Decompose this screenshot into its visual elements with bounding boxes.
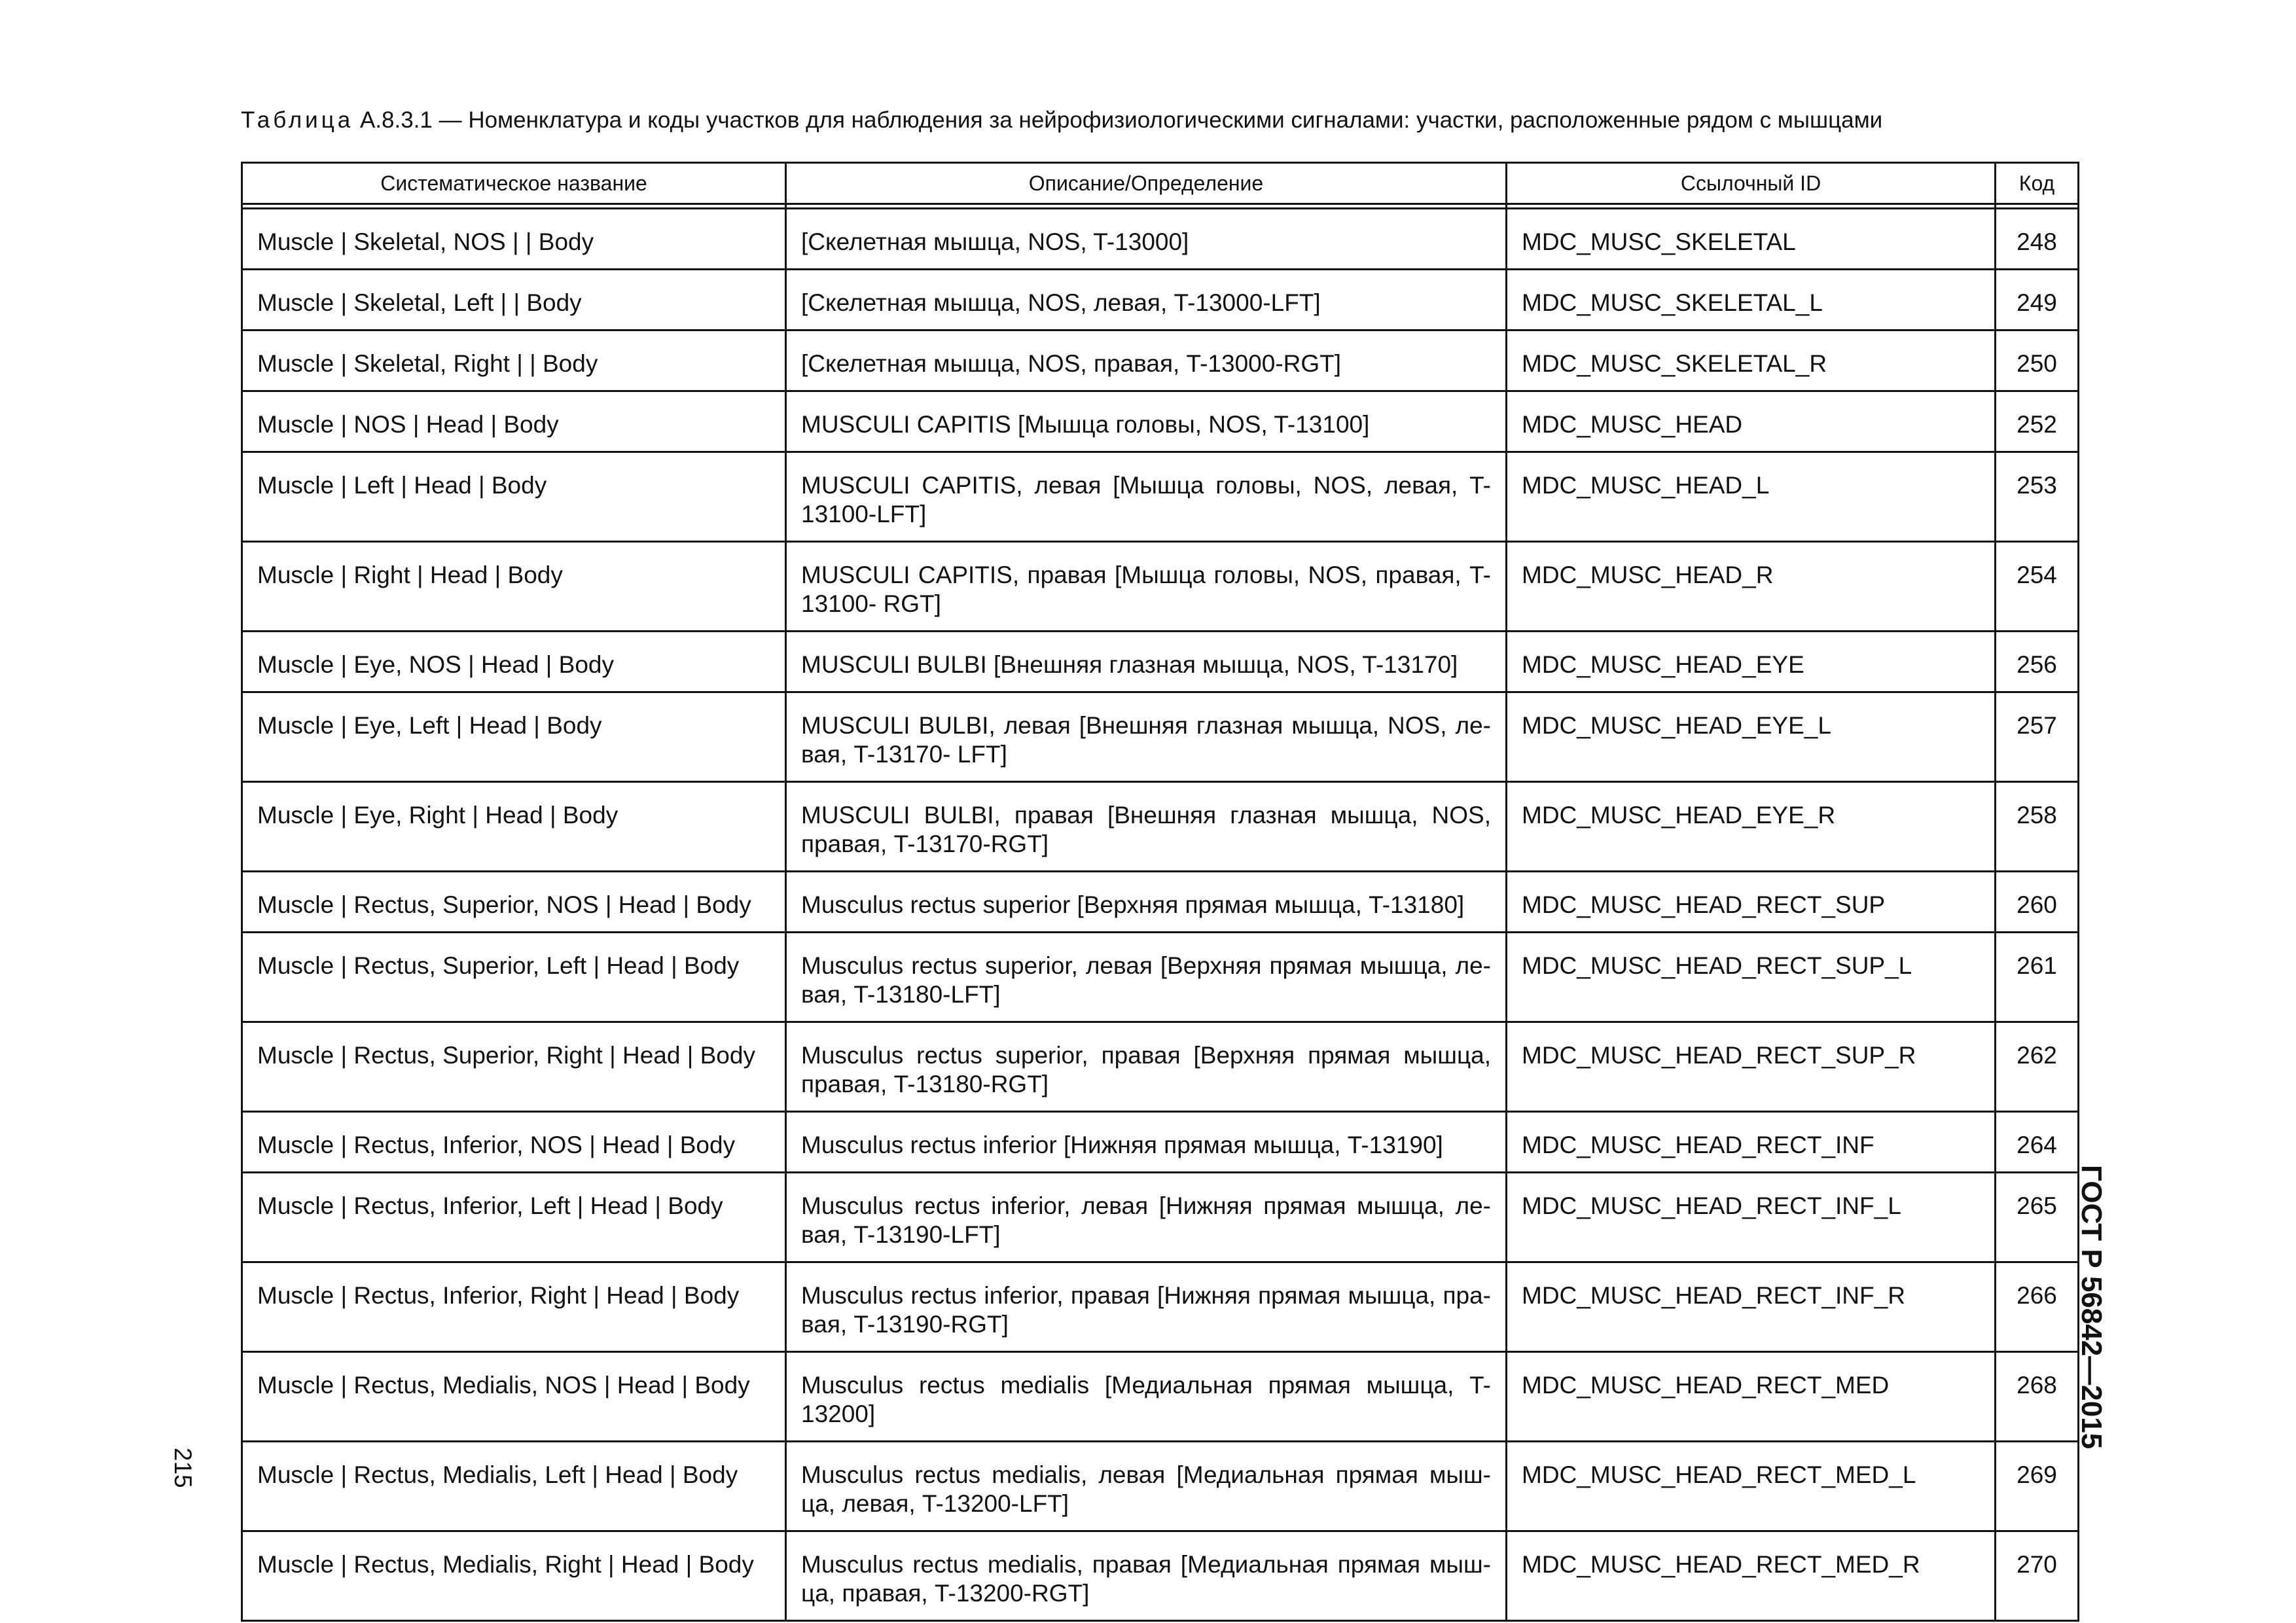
cell-description: Musculus rectus inferior, левая [Нижняя прямая мышца, ле-вая, T-13190-LFT] [786, 1173, 1507, 1262]
table-row [242, 692, 2079, 782]
cell-systematic-name: Muscle | Eye, Left | Head | Body [242, 692, 786, 782]
cell-systematic-name: Muscle | Eye, NOS | Head | Body [242, 632, 786, 692]
table-row [242, 1442, 2079, 1531]
table-row [242, 782, 2079, 872]
cell-code: 264 [1996, 1112, 2079, 1173]
cell-systematic-name: Muscle | Rectus, Superior, Left | Head | Body [242, 933, 786, 1022]
cell-description: [Скелетная мышца, NOS, правая, T-13000-RGT] [786, 330, 1507, 391]
cell-systematic-name: Muscle | Right | Head | Body [242, 542, 786, 632]
cell-reference-id: MDC_MUSC_HEAD_RECT_MED [1507, 1352, 1996, 1442]
table-row [242, 1173, 2079, 1262]
cell-code: 265 [1996, 1173, 2079, 1262]
cell-systematic-name: Muscle | Rectus, Inferior, Left | Head | Body [242, 1173, 786, 1262]
cell-code: 260 [1996, 872, 2079, 933]
cell-reference-id: MDC_MUSC_HEAD_RECT_INF [1507, 1112, 1996, 1173]
cell-code: 262 [1996, 1022, 2079, 1112]
cell-systematic-name: Muscle | Rectus, Superior, Right | Head | Body [242, 1022, 786, 1112]
cell-code: 253 [1996, 452, 2079, 542]
table-row [242, 933, 2079, 1022]
cell-description: Musculus rectus inferior, правая [Нижняя прямая мышца, пра-вая, T-13190-RGT] [786, 1262, 1507, 1352]
cell-reference-id: MDC_MUSC_HEAD_RECT_SUP [1507, 872, 1996, 933]
cell-code: 248 [1996, 209, 2079, 270]
table-row [242, 1262, 2079, 1352]
cell-description: [Скелетная мышца, NOS, левая, T-13000-LFT] [786, 270, 1507, 330]
cell-code: 269 [1996, 1442, 2079, 1531]
cell-reference-id: MDC_MUSC_HEAD_RECT_INF_L [1507, 1173, 1996, 1262]
cell-systematic-name: Muscle | Rectus, Medialis, NOS | Head | Body [242, 1352, 786, 1442]
table-caption-label: Таблица [241, 107, 354, 133]
cell-reference-id: MDC_MUSC_HEAD [1507, 391, 1996, 452]
table-row [242, 391, 2079, 452]
header-systematic-name: Систематическое название [242, 163, 786, 204]
cell-reference-id: MDC_MUSC_HEAD_RECT_SUP_L [1507, 933, 1996, 1022]
header-code: Код [1996, 163, 2079, 204]
cell-code: 249 [1996, 270, 2079, 330]
table-row [242, 270, 2079, 330]
cell-description: Musculus rectus medialis, правая [Медиальная прямая мыш-ца, правая, T-13200-RGT] [786, 1531, 1507, 1621]
cell-reference-id: MDC_MUSC_HEAD_R [1507, 542, 1996, 632]
cell-description: MUSCULI BULBI [Внешняя глазная мышца, NOS, T-13170] [786, 632, 1507, 692]
table-caption [241, 107, 1882, 134]
document-designation: ГОСТ Р 56842—2015 [2075, 1165, 2108, 1450]
cell-description: MUSCULI CAPITIS [Мышца головы, NOS, T-13100] [786, 391, 1507, 452]
cell-description: Musculus rectus inferior [Нижняя прямая мышца, T-13190] [786, 1112, 1507, 1173]
cell-reference-id: MDC_MUSC_HEAD_L [1507, 452, 1996, 542]
cell-reference-id: MDC_MUSC_HEAD_RECT_MED_R [1507, 1531, 1996, 1621]
header-double-rule [242, 204, 2079, 209]
cell-description: MUSCULI CAPITIS, правая [Мышца головы, NOS, правая, T-13100- RGT] [786, 542, 1507, 632]
table-row [242, 209, 2079, 270]
header-rule-cell [786, 204, 1507, 209]
cell-systematic-name: Muscle | Rectus, Inferior, Right | Head | Body [242, 1262, 786, 1352]
table-header-row [242, 163, 2079, 204]
table-row [242, 330, 2079, 391]
table-row [242, 632, 2079, 692]
table-row [242, 1022, 2079, 1112]
cell-systematic-name: Muscle | Skeletal, Left | | Body [242, 270, 786, 330]
header-reference-id: Ссылочный ID [1507, 163, 1996, 204]
table-row [242, 1352, 2079, 1442]
cell-reference-id: MDC_MUSC_HEAD_RECT_INF_R [1507, 1262, 1996, 1352]
cell-reference-id: MDC_MUSC_HEAD_RECT_SUP_R [1507, 1022, 1996, 1112]
cell-description: Musculus rectus medialis, левая [Медиальная прямая мыш-ца, левая, T-13200-LFT] [786, 1442, 1507, 1531]
table-body [242, 209, 2079, 1621]
cell-code: 270 [1996, 1531, 2079, 1621]
cell-code: 250 [1996, 330, 2079, 391]
cell-reference-id: MDC_MUSC_SKELETAL_L [1507, 270, 1996, 330]
cell-code: 257 [1996, 692, 2079, 782]
cell-systematic-name: Muscle | Skeletal, NOS | | Body [242, 209, 786, 270]
table-row [242, 452, 2079, 542]
table-row [242, 1112, 2079, 1173]
cell-systematic-name: Muscle | Rectus, Medialis, Right | Head | Body [242, 1531, 786, 1621]
cell-systematic-name: Muscle | Rectus, Superior, NOS | Head | Body [242, 872, 786, 933]
cell-code: 256 [1996, 632, 2079, 692]
cell-code: 261 [1996, 933, 2079, 1022]
header-rule-cell [1507, 204, 1996, 209]
cell-reference-id: MDC_MUSC_HEAD_EYE_R [1507, 782, 1996, 872]
table-row [242, 1531, 2079, 1621]
cell-systematic-name: Muscle | Left | Head | Body [242, 452, 786, 542]
table-row [242, 542, 2079, 632]
table-caption-text: А.8.3.1 — Номенклатура и коды участков для наблюдения за нейрофизиологическими сигналами: участки, расположенные рядом с мышцами [359, 107, 1883, 133]
cell-code: 258 [1996, 782, 2079, 872]
cell-reference-id: MDC_MUSC_SKELETAL [1507, 209, 1996, 270]
cell-description: Musculus rectus superior [Верхняя прямая мышца, T-13180] [786, 872, 1507, 933]
cell-systematic-name: Muscle | NOS | Head | Body [242, 391, 786, 452]
cell-reference-id: MDC_MUSC_HEAD_EYE_L [1507, 692, 1996, 782]
cell-code: 266 [1996, 1262, 2079, 1352]
cell-code: 268 [1996, 1352, 2079, 1442]
page-number: 215 [170, 1448, 196, 1488]
cell-code: 252 [1996, 391, 2079, 452]
cell-description: Musculus rectus superior, правая [Верхняя прямая мышца, правая, T-13180-RGT] [786, 1022, 1507, 1112]
cell-description: MUSCULI BULBI, правая [Внешняя глазная мышца, NOS, правая, T-13170-RGT] [786, 782, 1507, 872]
cell-description: [Скелетная мышца, NOS, T-13000] [786, 209, 1507, 270]
cell-description: Musculus rectus medialis [Медиальная прямая мышца, T-13200] [786, 1352, 1507, 1442]
nomenclature-table [241, 162, 2079, 1622]
cell-reference-id: MDC_MUSC_HEAD_EYE [1507, 632, 1996, 692]
cell-systematic-name: Muscle | Rectus, Medialis, Left | Head | Body [242, 1442, 786, 1531]
header-rule-cell [1996, 204, 2079, 209]
cell-code: 254 [1996, 542, 2079, 632]
cell-systematic-name: Muscle | Eye, Right | Head | Body [242, 782, 786, 872]
cell-description: MUSCULI CAPITIS, левая [Мышца головы, NOS, левая, T-13100-LFT] [786, 452, 1507, 542]
cell-reference-id: MDC_MUSC_SKELETAL_R [1507, 330, 1996, 391]
header-description: Описание/Определение [786, 163, 1507, 204]
cell-systematic-name: Muscle | Skeletal, Right | | Body [242, 330, 786, 391]
header-rule-cell [242, 204, 786, 209]
cell-description: Musculus rectus superior, левая [Верхняя прямая мышца, ле-вая, T-13180-LFT] [786, 933, 1507, 1022]
table-row [242, 872, 2079, 933]
cell-systematic-name: Muscle | Rectus, Inferior, NOS | Head | Body [242, 1112, 786, 1173]
cell-reference-id: MDC_MUSC_HEAD_RECT_MED_L [1507, 1442, 1996, 1531]
cell-description: MUSCULI BULBI, левая [Внешняя глазная мышца, NOS, ле-вая, T-13170- LFT] [786, 692, 1507, 782]
